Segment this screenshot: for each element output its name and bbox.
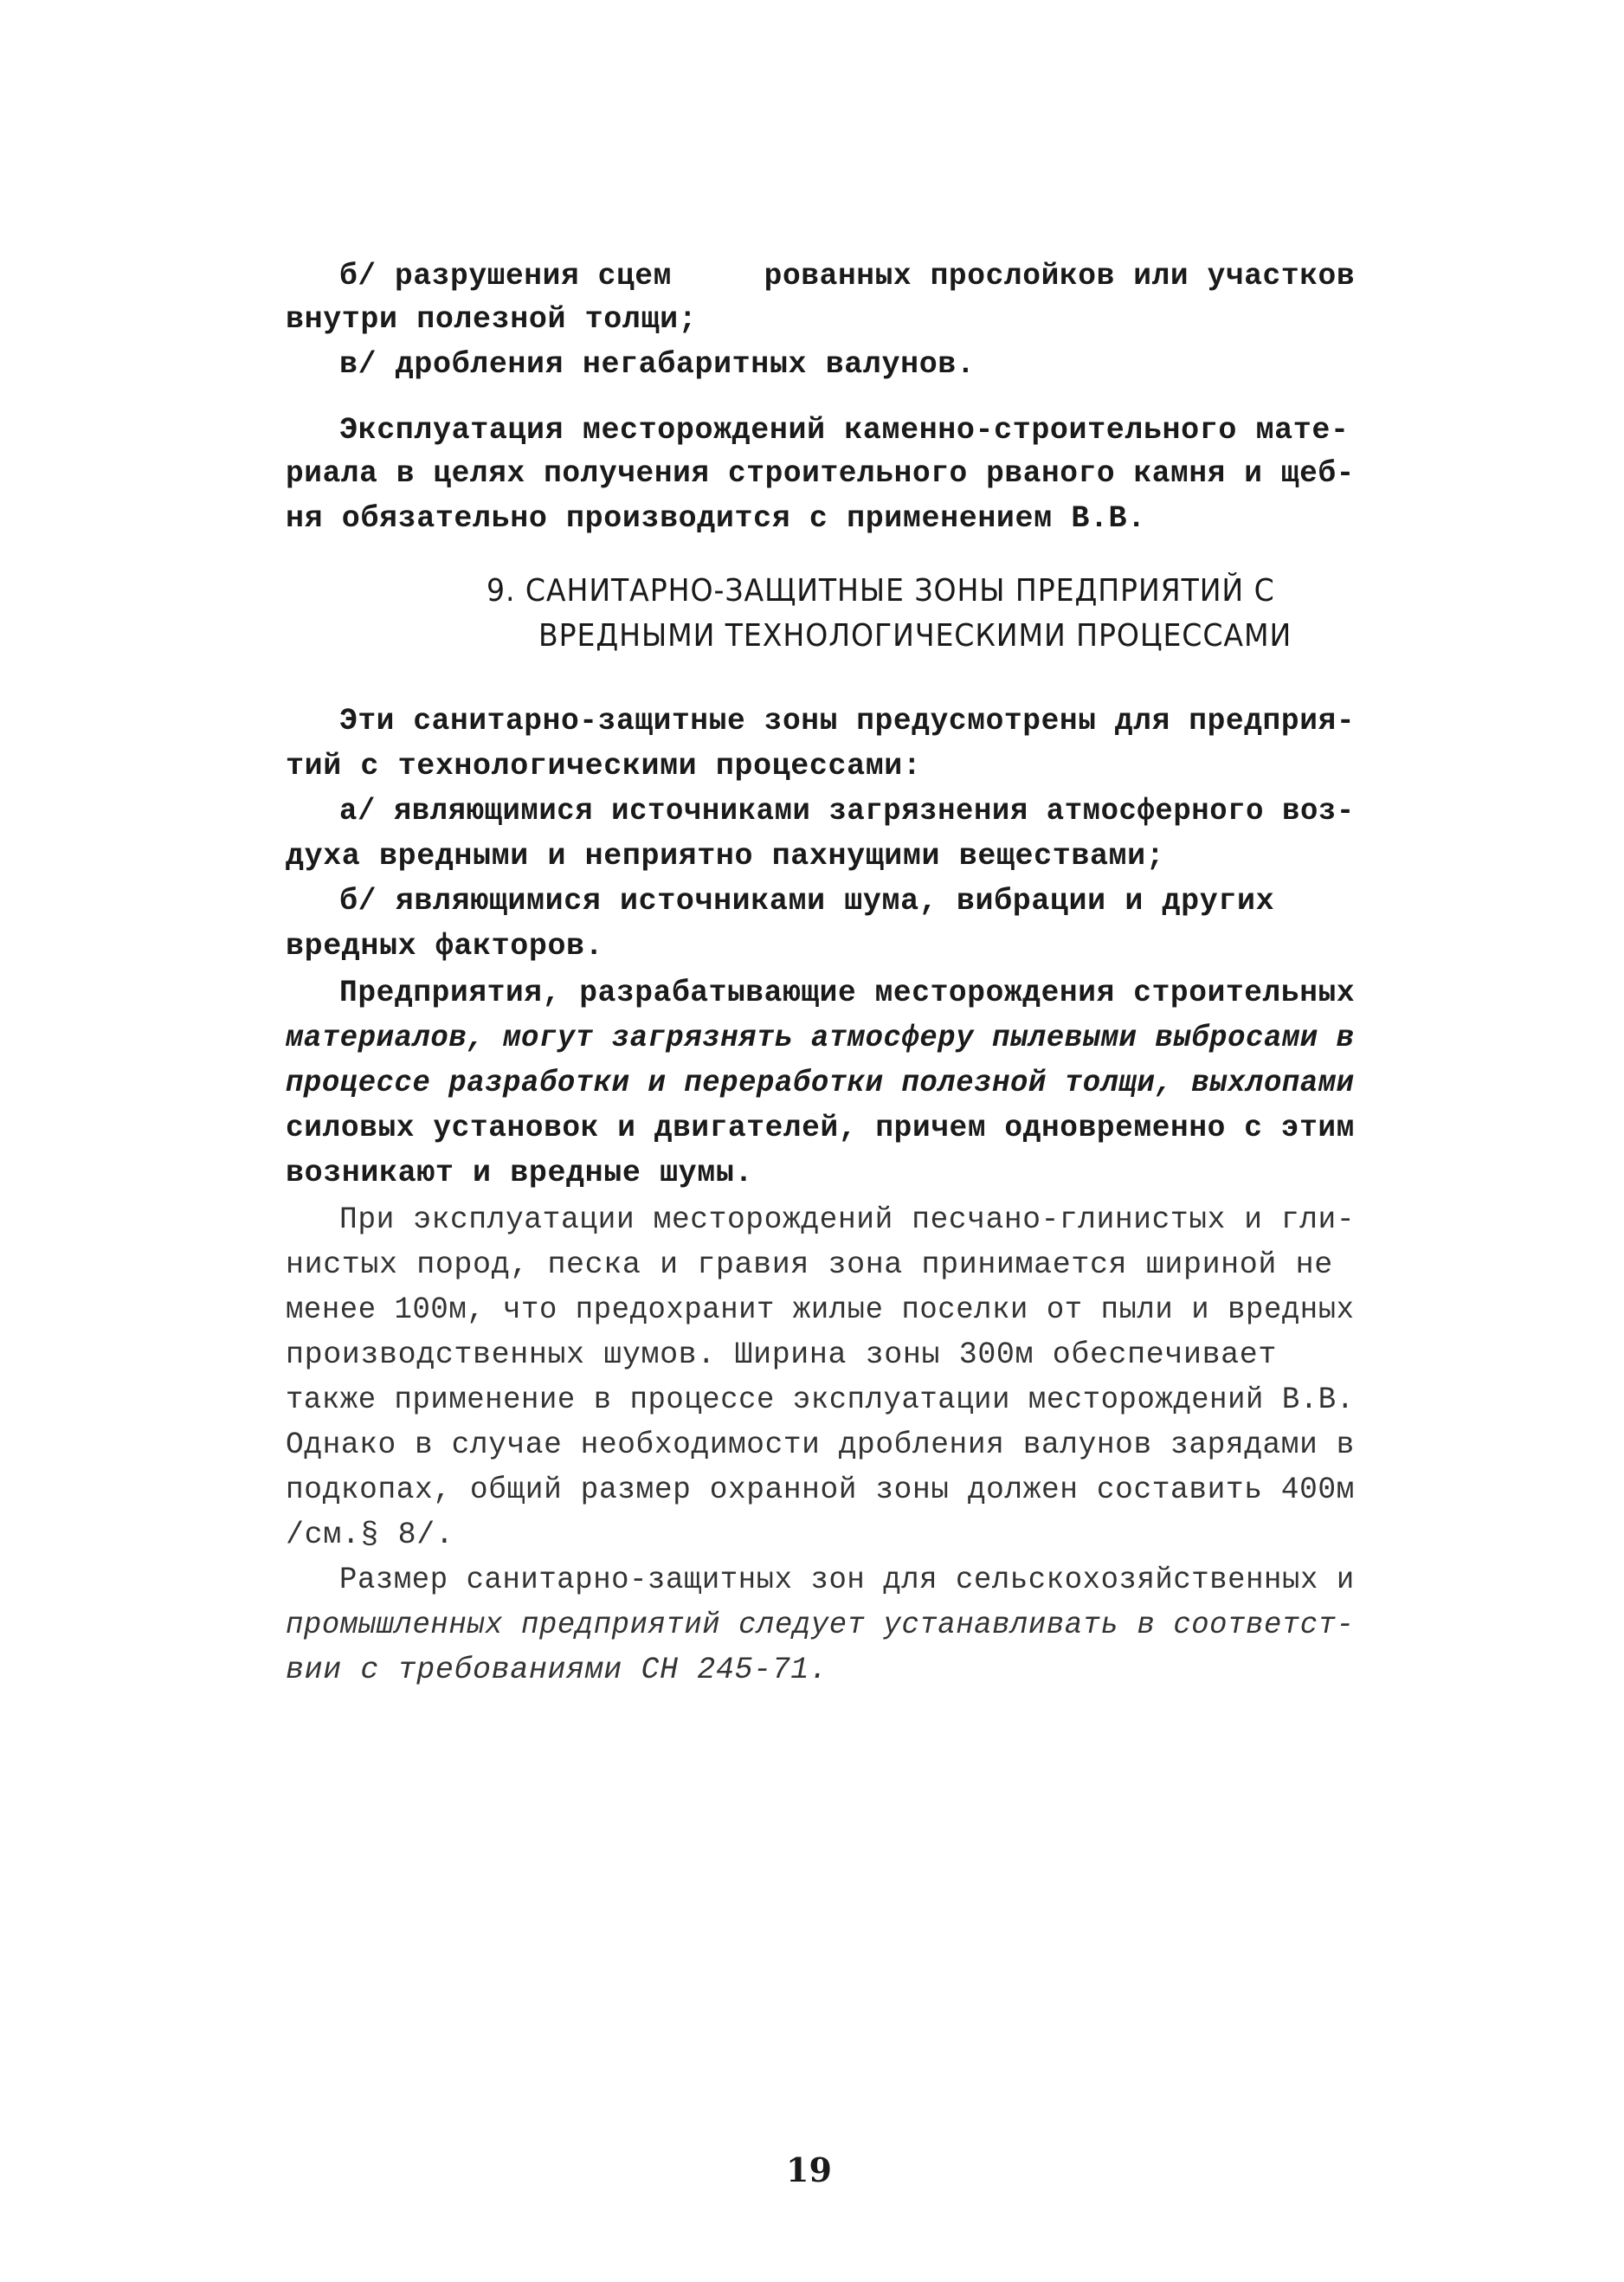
text-line: вредных факторов. bbox=[286, 929, 604, 964]
text-line: материалов, могут загрязнять атмосферу пылевыми выбросами в bbox=[286, 1021, 1355, 1055]
page-number: 19 bbox=[786, 2150, 832, 2189]
text-line: а/ являющимися источниками загрязнения атмосферного воз- bbox=[339, 794, 1355, 828]
text-line: производственных шумов. Ширина зоны 300м обеспечивает bbox=[286, 1338, 1277, 1372]
text-line: процессе разработки и переработки полезной толщи, выхлопами bbox=[286, 1066, 1355, 1100]
text-line: При эксплуатации месторождений песчано-глинистых и гли- bbox=[339, 1202, 1356, 1237]
text-line: духа вредными и неприятно пахнущими веществами; bbox=[286, 839, 1165, 873]
text-line: б/ разрушения сцем рованных прослойков или участков bbox=[339, 259, 1356, 293]
section-heading-line-1: 9. САНИТАРНО-ЗАЩИТНЫЕ ЗОНЫ ПРЕДПРИЯТИЙ С bbox=[487, 573, 1275, 609]
text-line: нистых пород, песка и гравия зона принимается шириной не bbox=[286, 1247, 1333, 1282]
text-line: силовых установок и двигателей, причем одновременно с этим bbox=[286, 1111, 1355, 1145]
text-line: Однако в случае необходимости дробления валунов зарядами в bbox=[286, 1428, 1355, 1462]
text-line: возникают и вредные шумы. bbox=[286, 1156, 754, 1190]
text-line: внутри полезной толщи; bbox=[286, 302, 698, 337]
text-line: подкопах, общий размер охранной зоны должен составить 400м bbox=[286, 1473, 1355, 1507]
text-line: риала в целях получения строительного рваного камня и щеб- bbox=[286, 456, 1355, 491]
text-line: Размер санитарно-защитных зон для сельскохозяйственных и bbox=[339, 1563, 1355, 1597]
text-line: Эти санитарно-защитные зоны предусмотрены для предприя- bbox=[339, 704, 1356, 738]
section-heading-line-2: ВРЕДНЫМИ ТЕХНОЛОГИЧЕСКИМИ ПРОЦЕССАМИ bbox=[538, 618, 1292, 654]
text-line: менее 100м, что предохранит жилые поселки от пыли и вредных bbox=[286, 1292, 1355, 1327]
text-line: Эксплуатация месторождений каменно-строительного мате- bbox=[339, 413, 1350, 448]
text-line: промышленных предприятий следует устанавливать в соответст- bbox=[286, 1608, 1355, 1642]
text-line: в/ дробления негабаритных валунов. bbox=[339, 347, 976, 382]
text-line: также применение в процессе эксплуатации месторождений В.В. bbox=[286, 1383, 1355, 1417]
text-line: Предприятия, разрабатывающие месторождения строительных bbox=[339, 976, 1356, 1010]
text-line: /см.§ 8/. bbox=[286, 1518, 454, 1552]
text-line: б/ являющимися источниками шума, вибрации и других bbox=[339, 884, 1275, 919]
text-line: ня обязательно производится с применением В.В. bbox=[286, 501, 1146, 536]
text-line: тий с технологическими процессами: bbox=[286, 749, 922, 783]
text-line: вии с требованиями СН 245-71. bbox=[286, 1653, 828, 1687]
